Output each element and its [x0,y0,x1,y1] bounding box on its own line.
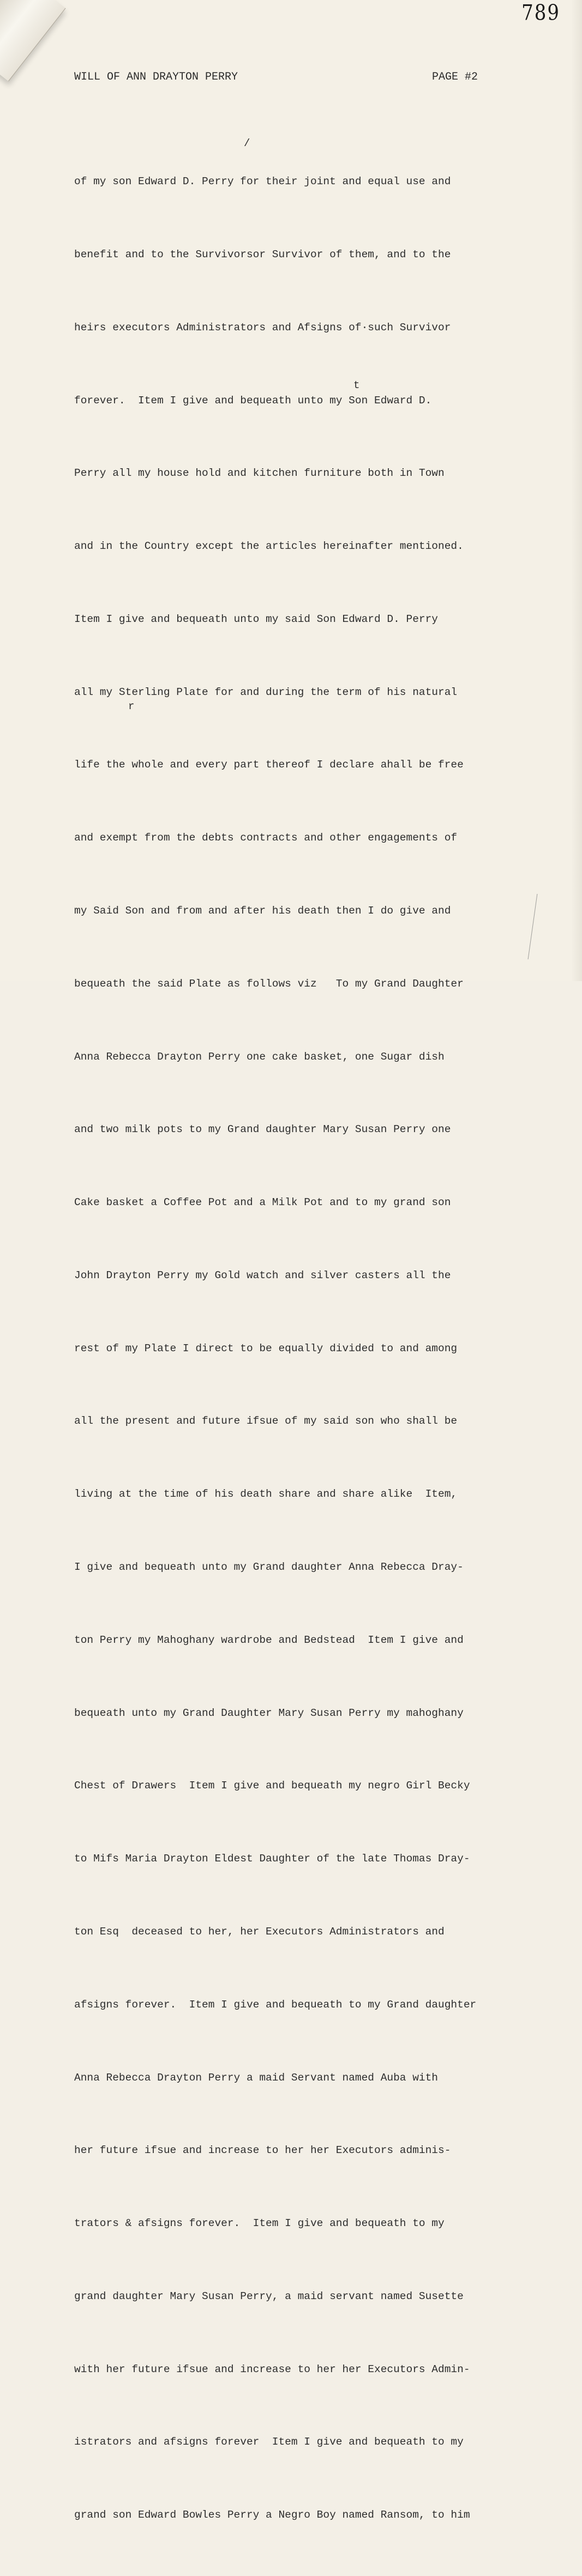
body-line: trators & afsigns forever. Item I give and bequeath to my [74,2217,445,2230]
body-line: bequeath the said Plate as follows viz To my Grand Daughter [74,977,464,990]
body-line: all my Sterling Plate for and during the term of his natural [74,686,458,698]
body-line: heirs executors Administrators and Afsigns of·such Survivor [74,321,451,334]
body-line: Anna Rebecca Drayton Perry one cake basket, one Sugar dish [74,1050,445,1063]
interlinear-r: r [128,700,135,712]
body-line: and in the Country except the articles hereinafter mentioned. [74,540,464,553]
body-line: grand son Edward Bowles Perry a Negro Boy named Ransom, to him [74,2509,470,2521]
body-line: Chest of Drawers Item I give and bequeath my negro Girl Becky [74,1780,470,1792]
body-line: my Said Son and from and after his death then I do give and [74,905,451,917]
body-line: John Drayton Perry my Gold watch and silver casters all the [74,1269,451,1281]
body-line: and two milk pots to my Grand daughter Mary Susan Perry one [74,1123,451,1136]
paper-edge [571,0,582,981]
body-line: rest of my Plate I direct to be equally divided to and among [74,1342,458,1354]
header-title: WILL OF ANN DRAYTON PERRY [74,71,238,83]
body-line: life the whole and every part thereof I declare ahall be free [74,759,464,771]
body-line: with her future ifsue and increase to her her Executors Admin- [74,2363,470,2375]
interlinear-t: t [353,379,360,391]
body-line: afsigns forever. Item I give and bequeath to my Grand daughter [74,1998,477,2011]
header-page-label: PAGE #2 [432,71,478,83]
body-line: her future ifsue and increase to her her Executors adminis- [74,2144,451,2157]
body-line: Cake basket a Coffee Pot and a Milk Pot and to my grand son [74,1196,451,1209]
body-line: Item I give and bequeath unto my said Son Edward D. Perry [74,613,439,625]
body-line: bequeath unto my Grand Daughter Mary Susan Perry my mahoghany [74,1707,464,1719]
body-line: Anna Rebecca Drayton Perry a maid Servant named Auba with [74,2071,439,2084]
body-line: ton Perry my Mahoghany wardrobe and Bedstead Item I give and [74,1634,464,1646]
document-body [74,121,549,2576]
body-line: to Mifs Maria Drayton Eldest Daughter of the late Thomas Dray- [74,1853,470,1865]
body-line: istrators and afsigns forever Item I give and bequeath to my [74,2436,464,2448]
body-line: living at the time of his death share and share alike Item, [74,1488,458,1501]
body-line: of my son Edward D. Perry for their joint and equal use and [74,176,451,188]
page-number: 789 [521,1,560,26]
body-line: Perry all my house hold and kitchen furniture both in Town [74,467,445,480]
body-line: benefit and to the Survivorsor Survivor of them, and to the [74,248,451,261]
body-line: forever. Item I give and bequeath unto my Son Edward D. [74,394,432,407]
interlinear-slash: / [244,137,250,149]
body-line: and exempt from the debts contracts and other engagements of [74,832,458,844]
body-line: ton Esq deceased to her, her Executors Administrators and [74,1925,445,1938]
body-line: I give and bequeath unto my Grand daughter Anna Rebecca Dray- [74,1561,464,1574]
page-curl [0,0,66,81]
body-line: all the present and future ifsue of my said son who shall be [74,1415,458,1428]
body-line: grand daughter Mary Susan Perry, a maid servant named Susette [74,2290,464,2302]
